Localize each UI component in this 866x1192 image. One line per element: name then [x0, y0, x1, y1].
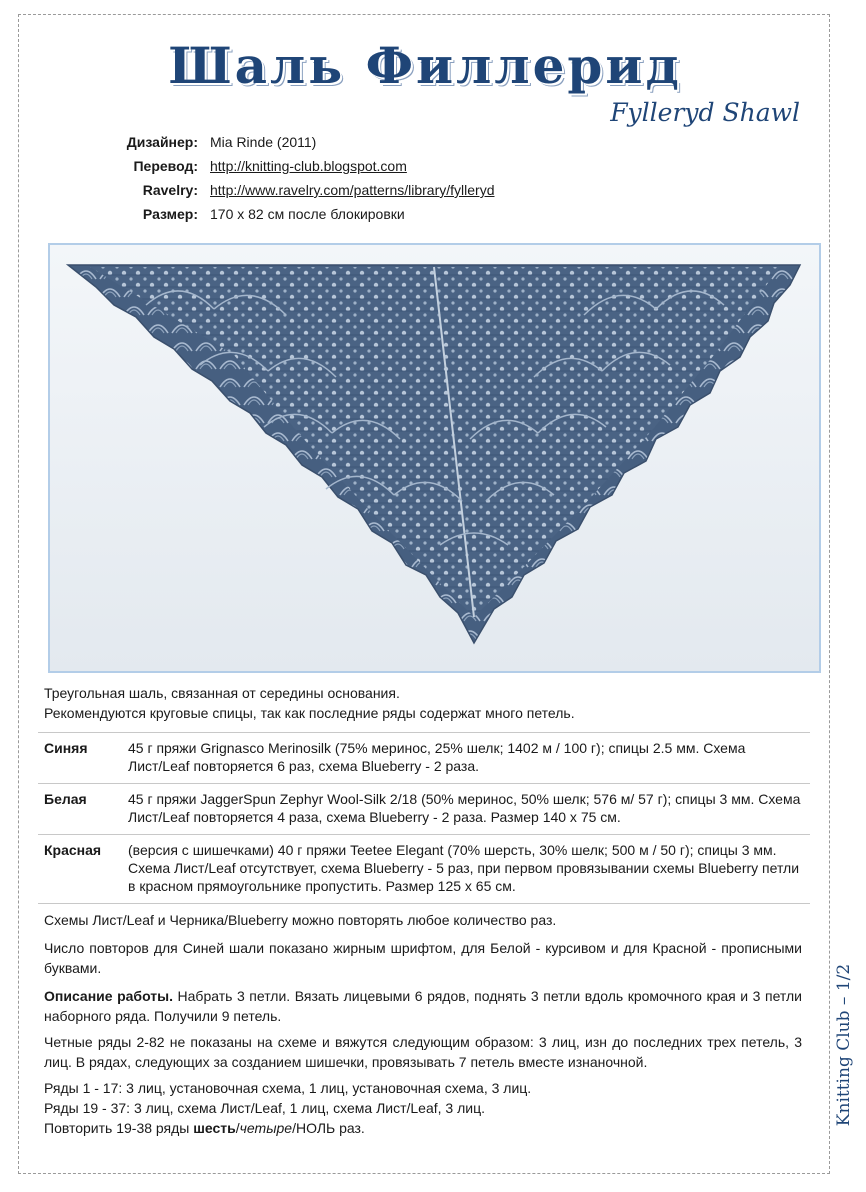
intro-text	[44, 683, 814, 723]
info-row-size	[100, 203, 501, 227]
repeat-instruction	[44, 1118, 802, 1138]
rows-1-17: Ряды 1 - 17: 3 лиц, установочная схема, 1 лиц, установочная схема, 3 лиц.	[44, 1080, 532, 1096]
intro-line: Треугольная шаль, связанная от середины основания.	[44, 685, 400, 701]
side-page-label-text: Knitting Club – 1/2	[834, 963, 854, 1127]
work-description	[44, 986, 802, 1026]
repeat-sep: /	[292, 1120, 296, 1136]
yarn-row-white	[38, 784, 810, 835]
info-label: Дизайнер:	[126, 134, 198, 150]
yarn-name: Белая	[38, 784, 122, 835]
page-title: Шаль Филлерид	[168, 36, 682, 95]
yarn-description: (версия с шишечками) 40 г пряжи Teetee Elegant (70% шерсть, 30% шелк; 500 м / 50 г); спицы 3 мм. Схема Лист/Leaf отсутствует, схема Blueberry - 5 раз, при первом провязывании схемы Blueberry петли в красном прямоугольнике пропустить. Размер 125 х 65 см.	[122, 835, 810, 904]
repeat-white: четыре	[239, 1120, 293, 1136]
yarn-row-red	[38, 835, 810, 904]
info-row-translation	[100, 155, 501, 179]
intro-line: Рекомендуются круговые спицы, так как последние ряды содержат много петель.	[44, 705, 575, 721]
ravelry-link[interactable]: http://www.ravelry.com/patterns/library/fylleryd	[210, 182, 495, 198]
work-description-label: Описание работы.	[44, 988, 173, 1004]
info-row-designer	[100, 131, 501, 155]
shawl-illustration	[50, 245, 819, 671]
repeat-note: Схемы Лист/Leaf и Черника/Blueberry можно повторять любое количество раз.	[44, 912, 557, 928]
info-label: Ravelry:	[142, 182, 198, 198]
rows-19-37: Ряды 19 - 37: 3 лиц, схема Лист/Leaf, 1 лиц, схема Лист/Leaf, 3 лиц.	[44, 1100, 485, 1116]
repeat-red: НОЛЬ	[295, 1120, 336, 1136]
repeat-prefix: Повторить 19-38 ряды	[44, 1120, 194, 1136]
page-subtitle: Fylleryd Shawl	[610, 98, 800, 127]
size-value: 170 х 82 см после блокировки	[210, 206, 405, 222]
info-label: Перевод:	[133, 158, 198, 174]
info-label: Размер:	[142, 206, 198, 222]
yarn-variants-table	[38, 732, 810, 904]
repeat-blue: шесть	[193, 1120, 236, 1136]
yarn-name: Красная	[38, 835, 122, 904]
pattern-info-table	[100, 131, 501, 227]
repeat-sep: /	[235, 1120, 240, 1136]
counts-note: Число повторов для Синей шали показано жирным шрифтом, для Белой - курсивом и для Красной - прописными буквами.	[44, 940, 802, 976]
shawl-photo	[48, 243, 821, 673]
yarn-row-blue	[38, 733, 810, 784]
translation-link[interactable]: http://knitting-club.blogspot.com	[210, 158, 407, 174]
side-page-label	[833, 960, 855, 1130]
work-description-text: Набрать 3 петли. Вязать лицевыми 6 рядов, поднять 3 петли вдоль кромочного края и 3 петли наборного ряда. Получили 9 петель.	[44, 988, 802, 1024]
repeat-suffix: раз.	[335, 1120, 365, 1136]
yarn-description: 45 г пряжи Grignasco Merinosilk (75% меринос, 25% шелк; 1402 м / 100 г); спицы 2.5 мм. Схема Лист/Leaf повторяется 6 раз, схема Blueberry - 2 раза.	[122, 733, 810, 784]
designer-value: Mia Rinde (2011)	[210, 134, 317, 150]
yarn-description: 45 г пряжи JaggerSpun Zephyr Wool-Silk 2/18 (50% меринос, 50% шелк; 576 м/ 57 г); спицы 3 мм. Схема Лист/Leaf повторяется 4 раза, схема Blueberry - 2 раза. Размер 140 х 75 см.	[122, 784, 810, 835]
even-rows-note: Четные ряды 2-82 не показаны на схеме и вяжутся следующим образом: 3 лиц, изн до последних трех петель, 3 лиц. В рядах, следующих за созданием шишечки, провязывать 7 петель вместе изнаночной.	[44, 1034, 802, 1070]
info-row-ravelry	[100, 179, 501, 203]
yarn-name: Синяя	[38, 733, 122, 784]
